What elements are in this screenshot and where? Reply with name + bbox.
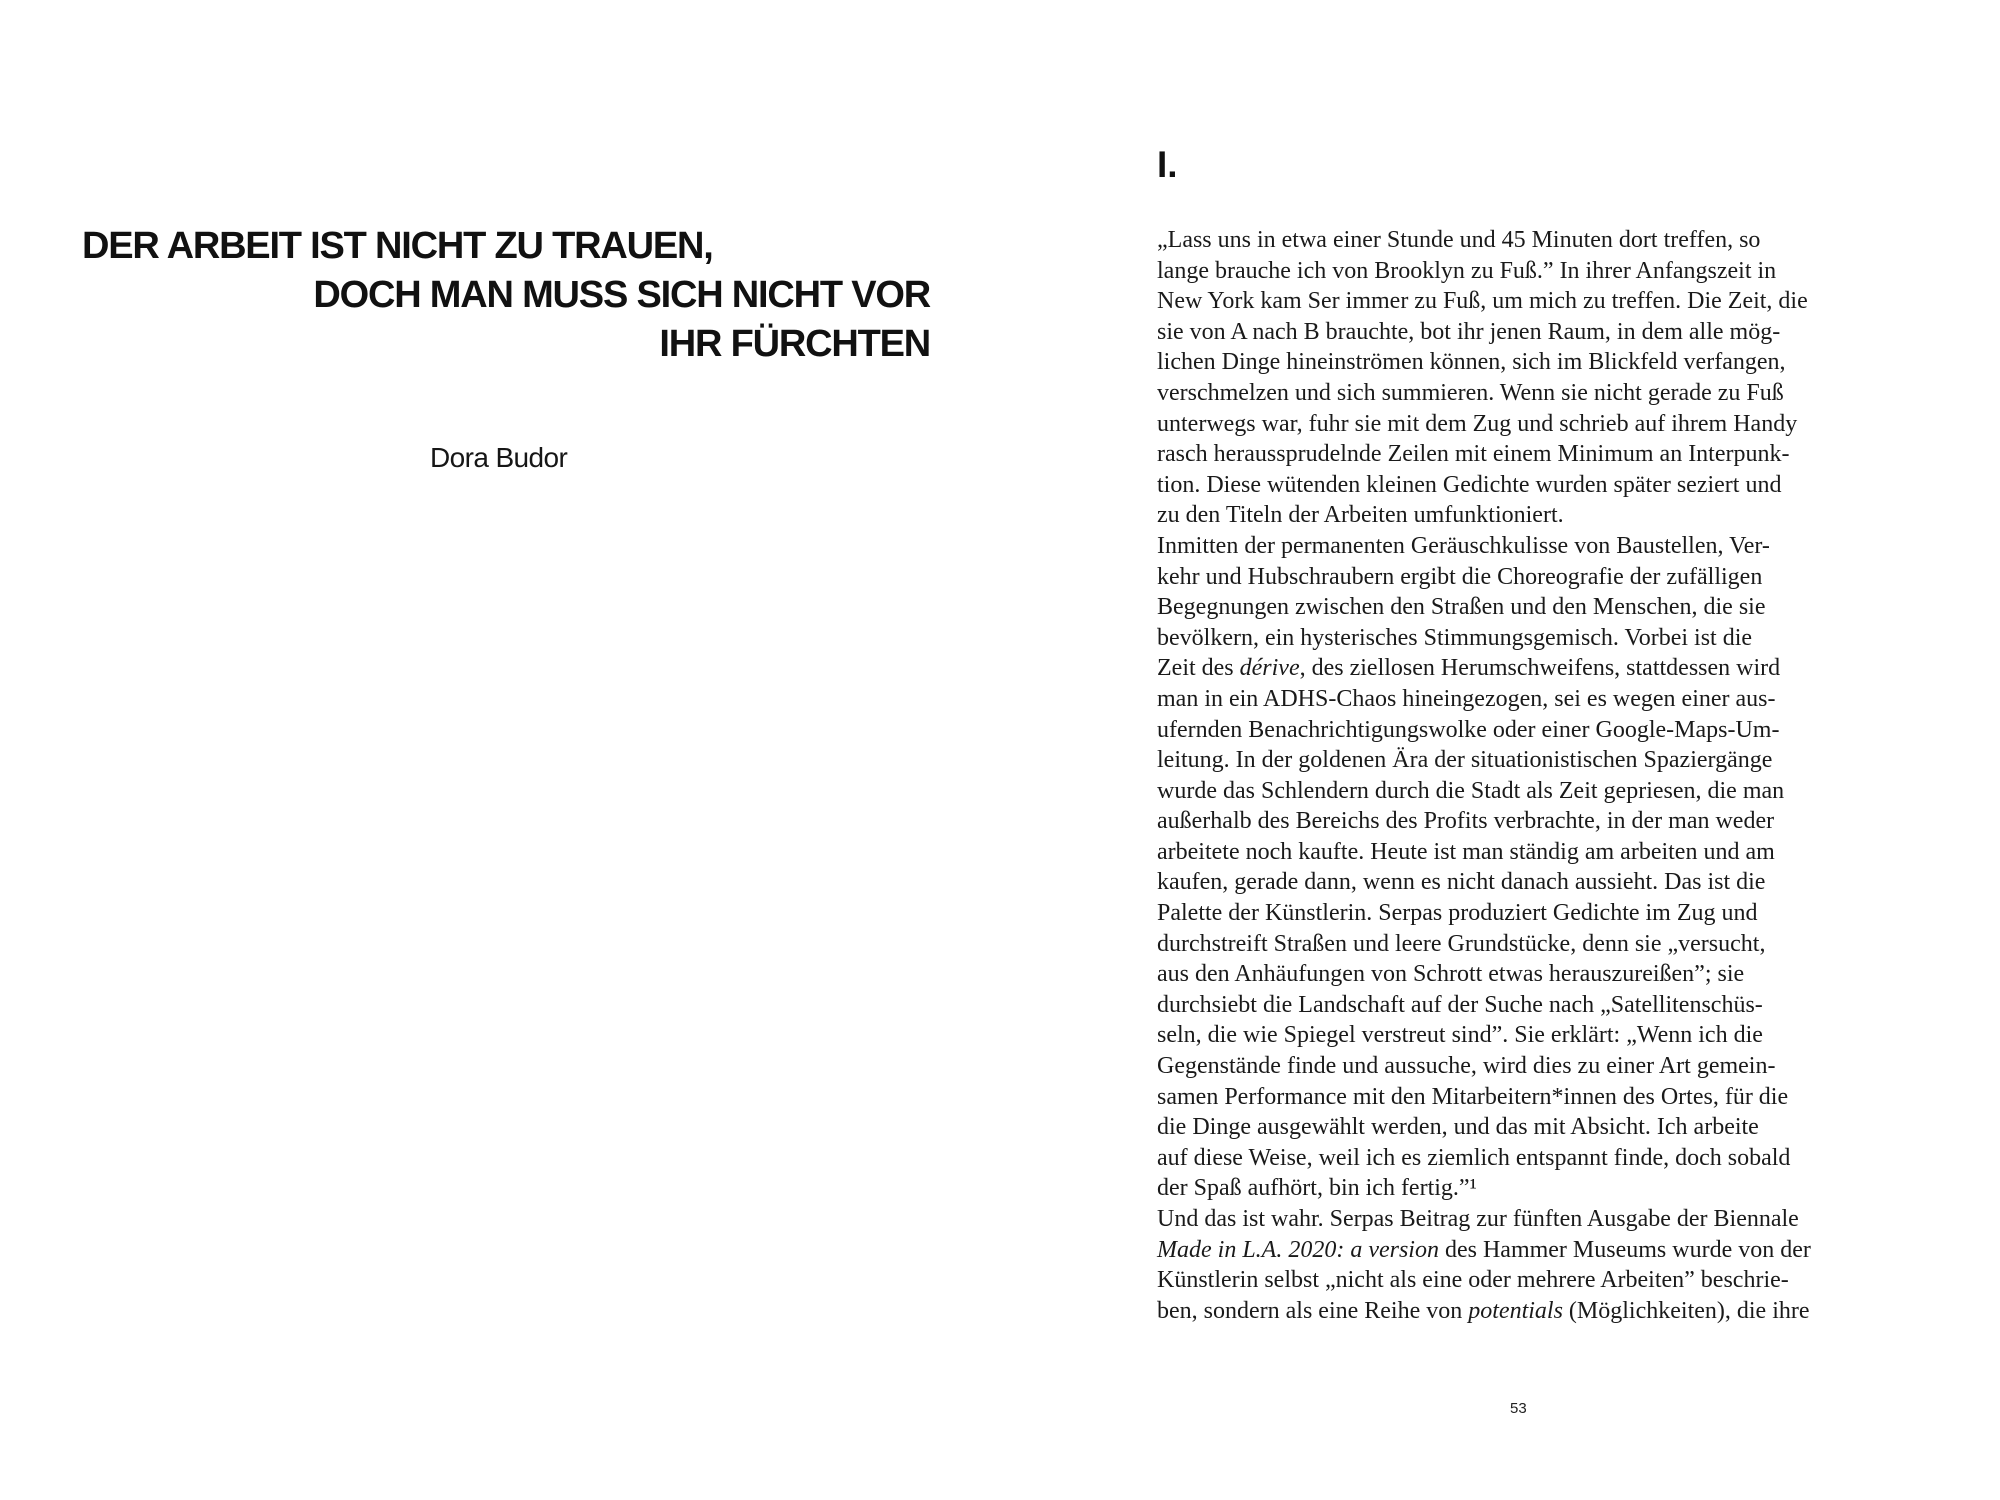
body-text-line: New York kam Ser immer zu Fuß, um mich zu treffen. Die Zeit, die [1157,288,1808,315]
author-name: Dora Budor [430,442,568,473]
body-text-line: man in ein ADHS-Chaos hineingezogen, sei es wegen einer aus- [1157,685,1776,712]
body-text-segment: ben, sondern als eine Reihe von [1157,1297,1469,1324]
body-text-line: außerhalb des Bereichs des Profits verbrachte, in der man weder [1157,808,1775,835]
body-text-line [1157,653,1887,684]
section-numeral: I. [1157,144,1178,185]
body-text-segment: , des ziellosen Herumschweifens, stattdessen wird [1299,655,1781,682]
body-text-line: seln, die wie Spiegel verstreut sind”. Sie erklärt: „Wenn ich die [1157,1022,1763,1049]
essay-title-line: DOCH MAN MUSS SICH NICHT VOR [313,274,930,316]
body-text-line: leitung. In der goldenen Ära der situationistischen Spaziergänge [1157,747,1773,774]
body-text-segment: des Hammer Museums wurde von der [1438,1236,1811,1263]
body-text-line: lichen Dinge hineinströmen können, sich im Blickfeld verfangen, [1157,349,1786,376]
body-text-line: rasch heraussprudelnde Zeilen mit einem Minimum an Interpunk- [1157,441,1790,468]
body-text-line: wurde das Schlendern durch die Stadt als Zeit gepriesen, die man [1157,777,1785,804]
body-text-line: auf diese Weise, weil ich es ziemlich entspannt finde, doch sobald [1157,1144,1791,1171]
body-text-line: die Dinge ausgewählt werden, und das mit Absicht. Ich arbeite [1157,1114,1759,1141]
body-text-line [1157,1235,1887,1266]
body-text-line: verschmelzen und sich summieren. Wenn sie nicht gerade zu Fuß [1157,379,1784,406]
body-text-line: arbeitete noch kaufte. Heute ist man ständig am arbeiten und am [1157,838,1775,865]
body-text-line: Gegenstände finde und aussuche, wird dies zu einer Art gemein- [1157,1053,1776,1080]
body-text-line [1157,1296,1887,1327]
italic-term: potentials [1468,1297,1563,1324]
body-text [1157,225,1887,1326]
essay-title-line: DER ARBEIT IST NICHT ZU TRAUEN, [82,225,713,267]
body-text-line: durchstreift Straßen und leere Grundstücke, denn sie „versucht, [1157,930,1766,957]
body-text-line: tion. Diese wütenden kleinen Gedichte wurden später seziert und [1157,471,1782,498]
body-text-line: lange brauche ich von Brooklyn zu Fuß.” In ihrer Anfangszeit in [1157,257,1777,284]
body-text-line: aus den Anhäufungen von Schrott etwas herauszureißen”; sie [1157,961,1745,988]
body-text-line: Inmitten der permanenten Geräuschkulisse von Baustellen, Ver- [1157,532,1770,559]
body-text-line: kehr und Hubschraubern ergibt die Choreografie der zufälligen [1157,563,1763,590]
body-text-line: Und das ist wahr. Serpas Beitrag zur fünften Ausgabe der Biennale [1157,1206,1799,1232]
body-text-line: unterwegs war, fuhr sie mit dem Zug und schrieb auf ihrem Handy [1157,410,1798,437]
body-text-line: Künstlerin selbst „nicht als eine oder mehrere Arbeiten” beschrie- [1157,1267,1789,1294]
italic-term: dérive [1239,655,1300,682]
body-text-line: Begegnungen zwischen den Straßen und den Menschen, die sie [1157,594,1766,621]
body-text-line: kaufen, gerade dann, wenn es nicht danach aussieht. Das ist die [1157,869,1766,896]
body-text-line: ufernden Benachrichtigungswolke oder einer Google-Maps-Um- [1157,716,1780,743]
essay-title [82,222,930,369]
body-text-line: durchsiebt die Landschaft auf der Suche nach „Satellitenschüs- [1157,991,1763,1018]
body-text-line: der Spaß aufhört, bin ich fertig.”¹ [1157,1175,1477,1202]
right-page [1000,0,2000,1500]
italic-term: Made in L.A. 2020: a version [1157,1236,1439,1263]
body-text-line: bevölkern, ein hysterisches Stimmungsgemisch. Vorbei ist die [1157,624,1753,651]
body-text-line: zu den Titeln der Arbeiten umfunktioniert. [1157,502,1564,529]
body-text-segment: (Möglichkeiten), die ihre [1562,1297,1810,1324]
page-number: 53 [1510,1400,1527,1417]
body-text-line: Palette der Künstlerin. Serpas produziert Gedichte im Zug und [1157,900,1758,927]
body-text-line: sie von A nach B brauchte, bot ihr jenen Raum, in dem alle mög- [1157,318,1781,345]
essay-title-line: IHR FÜRCHTEN [659,323,930,365]
body-text-segment: Zeit des [1157,655,1240,682]
body-text-line: „Lass uns in etwa einer Stunde und 45 Minuten dort treffen, so [1157,227,1761,253]
body-text-line: samen Performance mit den Mitarbeitern*innen des Ortes, für die [1157,1083,1789,1110]
